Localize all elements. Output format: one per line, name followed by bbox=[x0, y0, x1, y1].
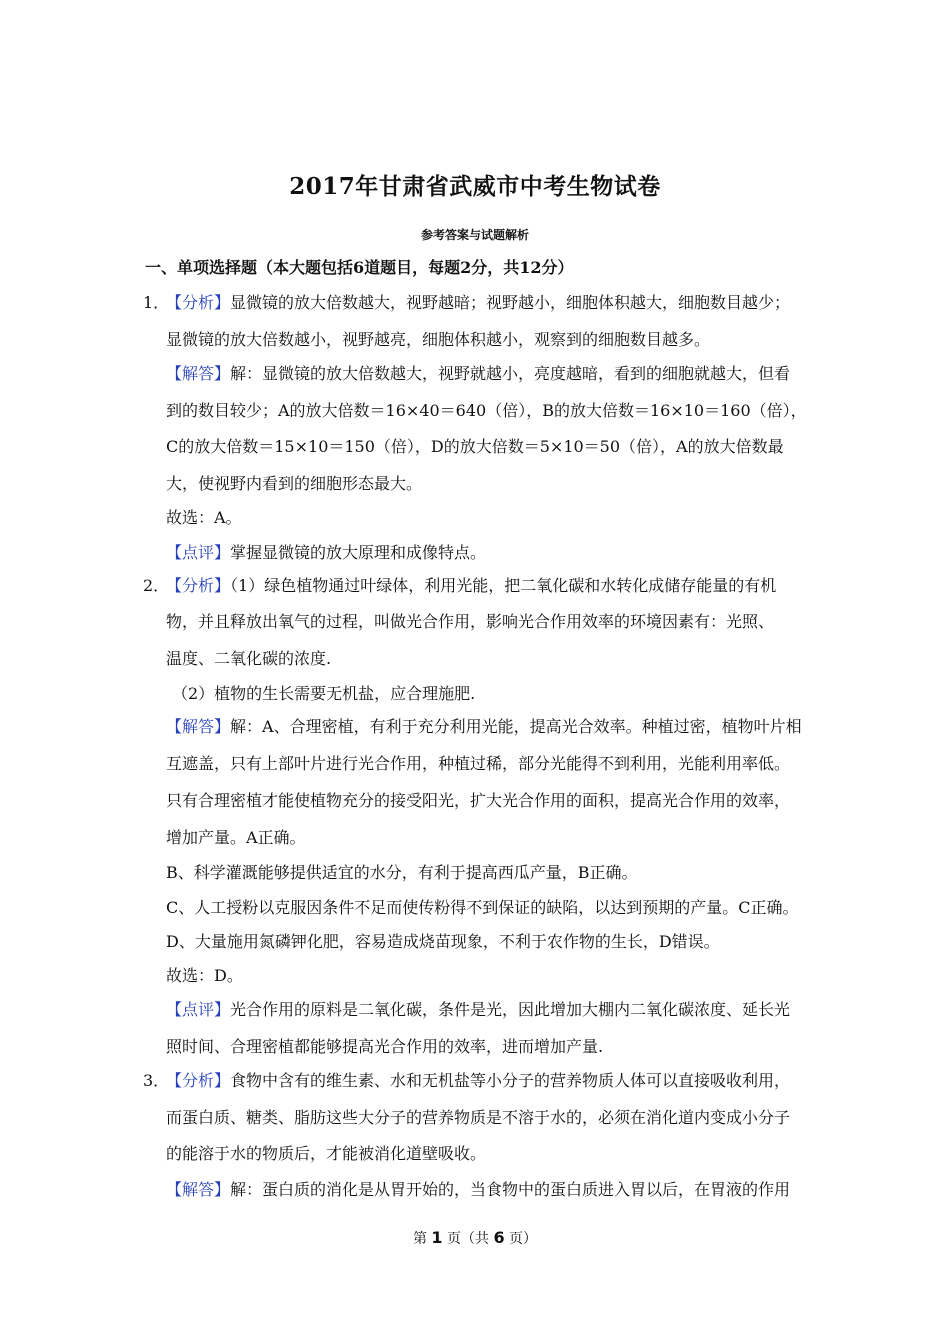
text-line: 【解答】解：蛋白质的消化是从胃开始的，当食物中的蛋白质进入胃以后，在胃液的作用 bbox=[166, 1180, 791, 1199]
text-line: 只有合理密植才能使植物充分的接受阳光，扩大光合作用的面积，提高光合作用的效率， bbox=[166, 791, 791, 810]
question-number: 1． bbox=[143, 293, 170, 312]
text-line: C、人工授粉以克服因条件不足而使传粉得不到保证的缺陷，以达到预期的产量。C正确。 bbox=[166, 898, 799, 917]
text-line: 互遮盖，只有上部叶片进行光合作用，种植过稀，部分光能得不到利用，光能利用率低。 bbox=[166, 754, 791, 773]
text-line: 【分析】（1）绿色植物通过叶绿体，利用光能，把二氧化碳和水转化成储存能量的有机 bbox=[166, 576, 777, 595]
document-subtitle: 参考答案与试题解析 bbox=[420, 228, 529, 242]
text-line: 大，使视野内看到的细胞形态最大。 bbox=[166, 474, 423, 493]
page-footer: 第 1 页（共 6 页） bbox=[412, 1228, 538, 1247]
text-line: 显微镜的放大倍数越小，视野越亮，细胞体积越小，观察到的细胞数目越多。 bbox=[166, 330, 711, 349]
text-line: 【点评】掌握显微镜的放大原理和成像特点。 bbox=[166, 543, 487, 562]
text-line: 【解答】解：显微镜的放大倍数越大，视野就越小，亮度越暗，看到的细胞就越大，但看 bbox=[166, 364, 791, 383]
document-title: 2017年甘肃省武威市中考生物试卷 bbox=[289, 173, 661, 200]
text-line: 温度、二氧化碳的浓度. bbox=[166, 649, 332, 668]
text-line: 增加产量。A正确。 bbox=[166, 828, 306, 847]
question-number: 3． bbox=[143, 1071, 170, 1090]
comment-tag: 【点评】 bbox=[166, 1000, 231, 1019]
answer-tag: 【解答】 bbox=[166, 1180, 231, 1199]
text-line: 物，并且释放出氧气的过程，叫做光合作用，影响光合作用效率的环境因素有：光照、 bbox=[166, 612, 775, 631]
section-heading: 一、单项选择题（本大题包括6道题目，每题2分，共12分） bbox=[145, 258, 574, 277]
text-line: B、科学灌溉能够提供适宜的水分，有利于提高西瓜产量，B正确。 bbox=[166, 863, 638, 882]
text-line: 到的数目较少；A的放大倍数＝16×40＝640（倍），B的放大倍数＝16×10＝160（倍）， bbox=[166, 401, 807, 420]
text-line: 【解答】解：A、合理密植，有利于充分利用光能，提高光合效率。种植过密，植物叶片相 bbox=[166, 717, 802, 736]
text-line: 照时间、合理密植都能够提高光合作用的效率，进而增加产量. bbox=[166, 1037, 604, 1056]
text-line: 故选：A。 bbox=[166, 508, 242, 527]
page-number: 1 bbox=[431, 1228, 443, 1247]
analysis-tag: 【分析】 bbox=[166, 1071, 231, 1090]
text-line: D、大量施用氮磷钾化肥，容易造成烧苗现象，不利于农作物的生长，D错误。 bbox=[166, 932, 720, 951]
question-number: 2． bbox=[143, 576, 170, 595]
page-total: 6 bbox=[493, 1228, 505, 1247]
analysis-tag: 【分析】 bbox=[166, 293, 231, 312]
text-line: 故选：D。 bbox=[166, 966, 243, 985]
text-line: 【点评】光合作用的原料是二氧化碳，条件是光，因此增加大棚内二氧化碳浓度、延长光 bbox=[166, 1000, 791, 1019]
text-line: 【分析】显微镜的放大倍数越大，视野越暗；视野越小，细胞体积越大，细胞数目越少； bbox=[166, 293, 791, 312]
comment-tag: 【点评】 bbox=[166, 543, 231, 562]
answer-tag: 【解答】 bbox=[166, 717, 231, 736]
text-line: 而蛋白质、糖类、脂肪这些大分子的营养物质是不溶于水的，必须在消化道内变成小分子 bbox=[166, 1108, 791, 1127]
analysis-tag: 【分析】 bbox=[166, 576, 231, 595]
answer-tag: 【解答】 bbox=[166, 364, 231, 383]
text-line: C的放大倍数＝15×10＝150（倍），D的放大倍数＝5×10＝50（倍），A的放大倍数最 bbox=[166, 437, 784, 456]
text-line: （2）植物的生长需要无机盐，应合理施肥. bbox=[172, 684, 476, 703]
text-line: 【分析】食物中含有的维生素、水和无机盐等小分子的营养物质人体可以直接吸收利用， bbox=[166, 1071, 791, 1090]
text-line: 的能溶于水的物质后，才能被消化道壁吸收。 bbox=[166, 1144, 487, 1163]
